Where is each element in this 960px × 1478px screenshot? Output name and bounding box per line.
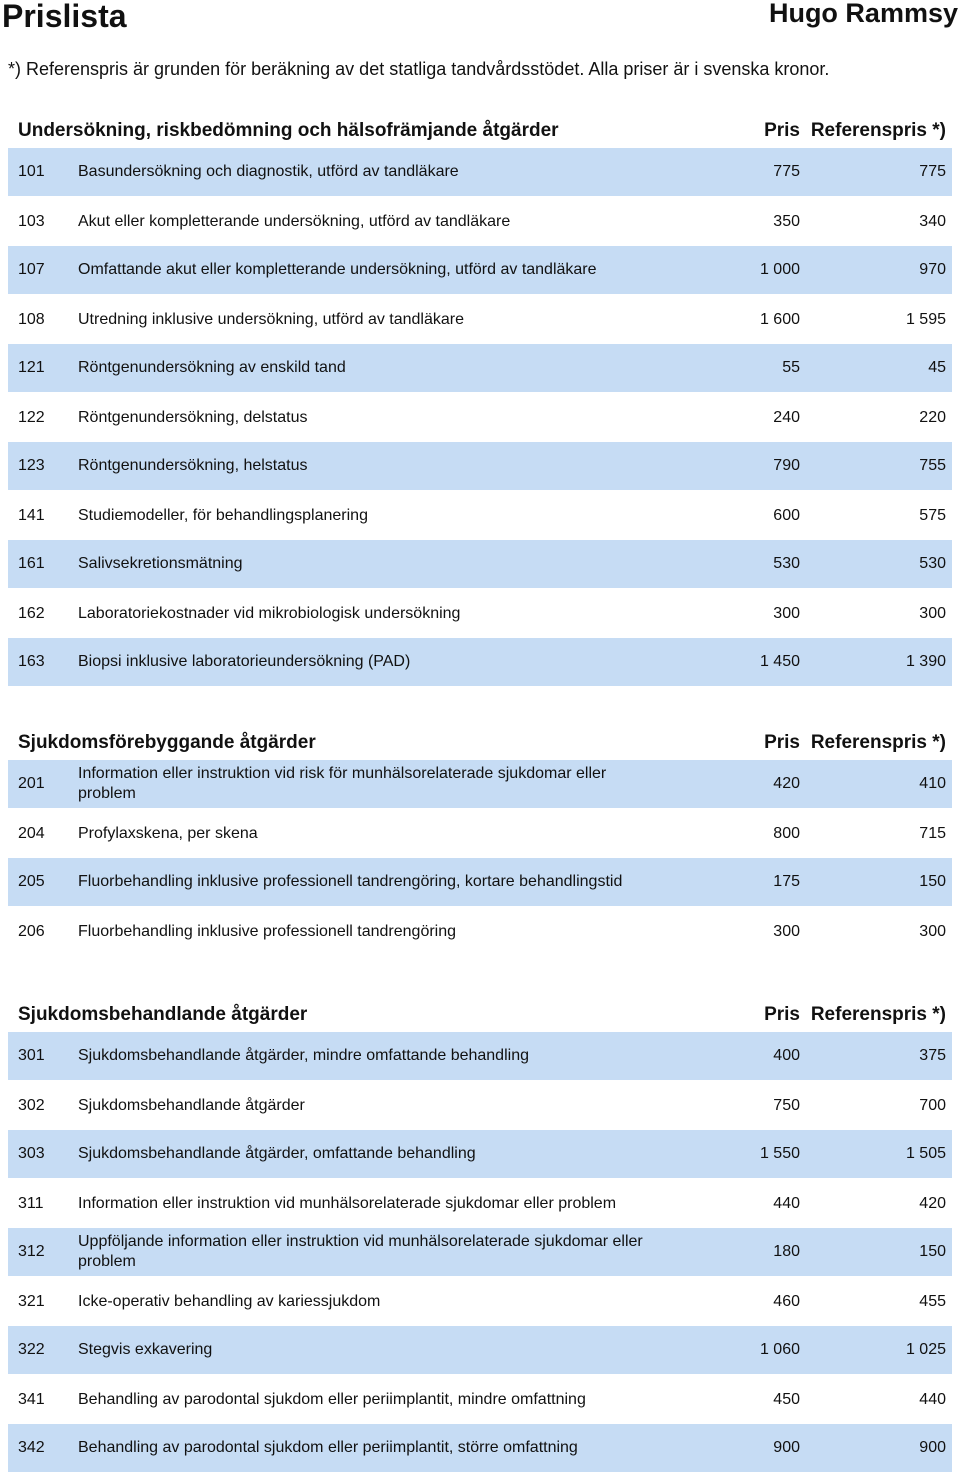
price-row (8, 1032, 952, 1081)
price-row (8, 197, 952, 246)
section-title: Sjukdomsförebyggande åtgärder (18, 732, 316, 753)
price-value: 900 (773, 1439, 800, 1456)
section-header (8, 110, 952, 148)
treatment-code: 163 (18, 653, 45, 670)
price-value: 1 450 (759, 653, 800, 670)
price-value: 460 (773, 1292, 800, 1310)
treatment-description: Röntgenundersökning, helstatus (78, 457, 308, 474)
reference-price-value: 1 505 (905, 1145, 946, 1162)
reference-price-value: 755 (919, 457, 946, 474)
price-value: 1 600 (759, 310, 800, 328)
reference-price-value: 150 (919, 1243, 946, 1260)
reference-price-value: 700 (919, 1096, 946, 1114)
section-title: Undersökning, riskbedömning och hälsofrämjande åtgärder (18, 120, 559, 141)
treatment-code: 108 (18, 310, 45, 328)
treatment-code: 107 (18, 261, 45, 278)
price-value: 180 (773, 1243, 800, 1260)
section-examination (8, 110, 952, 687)
treatment-description: Fluorbehandling inklusive professionell tandrengöring, kortare behandlingstid (78, 873, 623, 890)
treatment-code: 101 (18, 163, 45, 180)
treatment-description: Information eller instruktion vid munhälsorelaterade sjukdomar eller problem (78, 1194, 617, 1212)
price-row (8, 1081, 952, 1130)
price-value: 55 (782, 359, 800, 376)
price-row (8, 1326, 952, 1375)
reference-price-value: 970 (919, 261, 946, 278)
treatment-description: Uppföljande information eller instruktion vid munhälsorelaterade sjukdomar eller problem (78, 1233, 643, 1270)
treatment-code: 302 (18, 1096, 45, 1114)
price-value: 300 (773, 922, 800, 940)
reference-price-value: 45 (928, 359, 946, 376)
page-title: Prislista (2, 0, 127, 34)
treatment-code: 322 (18, 1341, 45, 1358)
treatment-code: 121 (18, 359, 45, 376)
treatment-code: 321 (18, 1292, 45, 1310)
treatment-description: Information eller instruktion vid risk för munhälsorelaterade sjukdomar eller problem (78, 765, 607, 802)
reference-price-column-header: Referenspris *) (810, 120, 946, 141)
price-row (8, 246, 952, 295)
treatment-description: Studiemodeller, för behandlingsplanering (78, 506, 368, 524)
treatment-code: 162 (18, 604, 45, 622)
price-row (8, 393, 952, 442)
treatment-code: 301 (18, 1047, 45, 1064)
reference-price-value: 775 (919, 163, 946, 180)
reference-price-column-header: Referenspris *) (810, 732, 946, 753)
price-row (8, 1424, 952, 1473)
price-value: 450 (773, 1390, 800, 1408)
price-value: 440 (773, 1194, 800, 1212)
reference-price-value: 455 (919, 1292, 946, 1310)
price-row (8, 442, 952, 491)
treatment-description: Sjukdomsbehandlande åtgärder, mindre omfattande behandling (78, 1047, 529, 1064)
price-row (8, 1375, 952, 1424)
reference-price-value: 150 (919, 873, 946, 890)
price-row (8, 491, 952, 540)
price-value: 600 (773, 506, 800, 524)
price-row (8, 858, 952, 907)
reference-price-value: 1 595 (905, 310, 946, 328)
price-value: 1 000 (759, 261, 800, 278)
treatment-code: 312 (18, 1243, 45, 1260)
treatment-code: 341 (18, 1390, 45, 1408)
treatment-code: 201 (18, 775, 45, 792)
treatment-description: Utredning inklusive undersökning, utförd av tandläkare (78, 310, 465, 328)
treatment-description: Biopsi inklusive laboratorieundersökning (PAD) (78, 653, 411, 670)
treatment-code: 205 (18, 873, 45, 890)
treatment-description: Basundersökning och diagnostik, utförd av tandläkare (78, 163, 459, 180)
treatment-description: Röntgenundersökning, delstatus (78, 408, 308, 426)
treatment-code: 122 (18, 408, 45, 426)
price-value: 420 (773, 775, 800, 792)
price-row (8, 1130, 952, 1179)
price-row (8, 1228, 952, 1277)
treatment-description: Sjukdomsbehandlande åtgärder, omfattande behandling (78, 1145, 476, 1162)
reference-price-value: 1 025 (905, 1341, 946, 1358)
treatment-description: Omfattande akut eller kompletterande undersökning, utförd av tandläkare (78, 261, 597, 278)
price-value: 790 (773, 457, 800, 474)
price-row (8, 907, 952, 956)
reference-price-value: 420 (919, 1194, 946, 1212)
section-prevention (8, 722, 952, 956)
reference-note: *) Referenspris är grunden för beräkning av det statliga tandvårdsstödet. Alla priser är i svenska kronor. (8, 59, 830, 79)
reference-price-value: 715 (919, 824, 946, 842)
reference-price-value: 900 (919, 1439, 946, 1456)
price-row (8, 1277, 952, 1326)
treatment-description: Salivsekretionsmätning (78, 555, 243, 572)
section-title: Sjukdomsbehandlande åtgärder (18, 1004, 308, 1025)
price-value: 350 (773, 212, 800, 230)
price-value: 240 (773, 408, 800, 426)
price-value: 1 060 (759, 1341, 800, 1358)
reference-price-value: 300 (919, 604, 946, 622)
treatment-description: Behandling av parodontal sjukdom eller periimplantit, större omfattning (78, 1439, 578, 1456)
reference-price-value: 575 (919, 506, 946, 524)
price-value: 175 (773, 873, 800, 890)
treatment-code: 161 (18, 555, 45, 572)
price-row (8, 540, 952, 589)
treatment-code: 123 (18, 457, 45, 474)
treatment-description: Icke-operativ behandling av kariessjukdom (78, 1292, 381, 1310)
reference-price-value: 375 (919, 1047, 946, 1064)
section-header (8, 722, 952, 760)
treatment-code: 206 (18, 922, 45, 940)
reference-price-value: 530 (919, 555, 946, 572)
price-value: 750 (773, 1096, 800, 1114)
treatment-description: Sjukdomsbehandlande åtgärder (78, 1096, 305, 1114)
reference-price-value: 220 (919, 408, 946, 426)
treatment-code: 311 (18, 1194, 44, 1212)
treatment-description: Laboratoriekostnader vid mikrobiologisk undersökning (78, 604, 461, 622)
treatment-description: Röntgenundersökning av enskild tand (78, 359, 346, 376)
price-column-header: Pris (764, 1004, 800, 1025)
price-value: 1 550 (759, 1145, 800, 1162)
price-row (8, 344, 952, 393)
reference-price-value: 340 (919, 212, 946, 230)
treatment-code: 204 (18, 824, 45, 842)
price-row (8, 589, 952, 638)
treatment-code: 303 (18, 1145, 45, 1162)
treatment-code: 342 (18, 1439, 45, 1456)
price-column-header: Pris (764, 732, 800, 753)
treatment-description: Stegvis exkavering (78, 1341, 213, 1358)
price-value: 800 (773, 824, 800, 842)
treatment-code: 141 (18, 506, 45, 524)
price-row (8, 760, 952, 809)
price-value: 775 (773, 163, 800, 180)
treatment-description: Fluorbehandling inklusive professionell tandrengöring (78, 922, 457, 940)
price-column-header: Pris (764, 120, 800, 141)
treatment-description: Profylaxskena, per skena (78, 824, 258, 842)
reference-price-value: 300 (919, 922, 946, 940)
price-value: 300 (773, 604, 800, 622)
reference-price-column-header: Referenspris *) (810, 1004, 946, 1025)
reference-price-value: 410 (919, 775, 946, 792)
price-value: 530 (773, 555, 800, 572)
treatment-description: Akut eller kompletterande undersökning, utförd av tandläkare (78, 212, 511, 230)
price-row (8, 148, 952, 197)
price-row (8, 638, 952, 687)
section-header (8, 994, 952, 1032)
reference-price-value: 440 (919, 1390, 946, 1408)
clinic-name: Hugo Rammsy (768, 0, 958, 28)
price-row (8, 295, 952, 344)
price-row (8, 809, 952, 858)
price-row (8, 1179, 952, 1228)
section-treatment (8, 994, 952, 1473)
reference-price-value: 1 390 (905, 653, 946, 670)
price-value: 400 (773, 1047, 800, 1064)
treatment-description: Behandling av parodontal sjukdom eller periimplantit, mindre omfattning (78, 1390, 586, 1408)
treatment-code: 103 (18, 212, 45, 230)
